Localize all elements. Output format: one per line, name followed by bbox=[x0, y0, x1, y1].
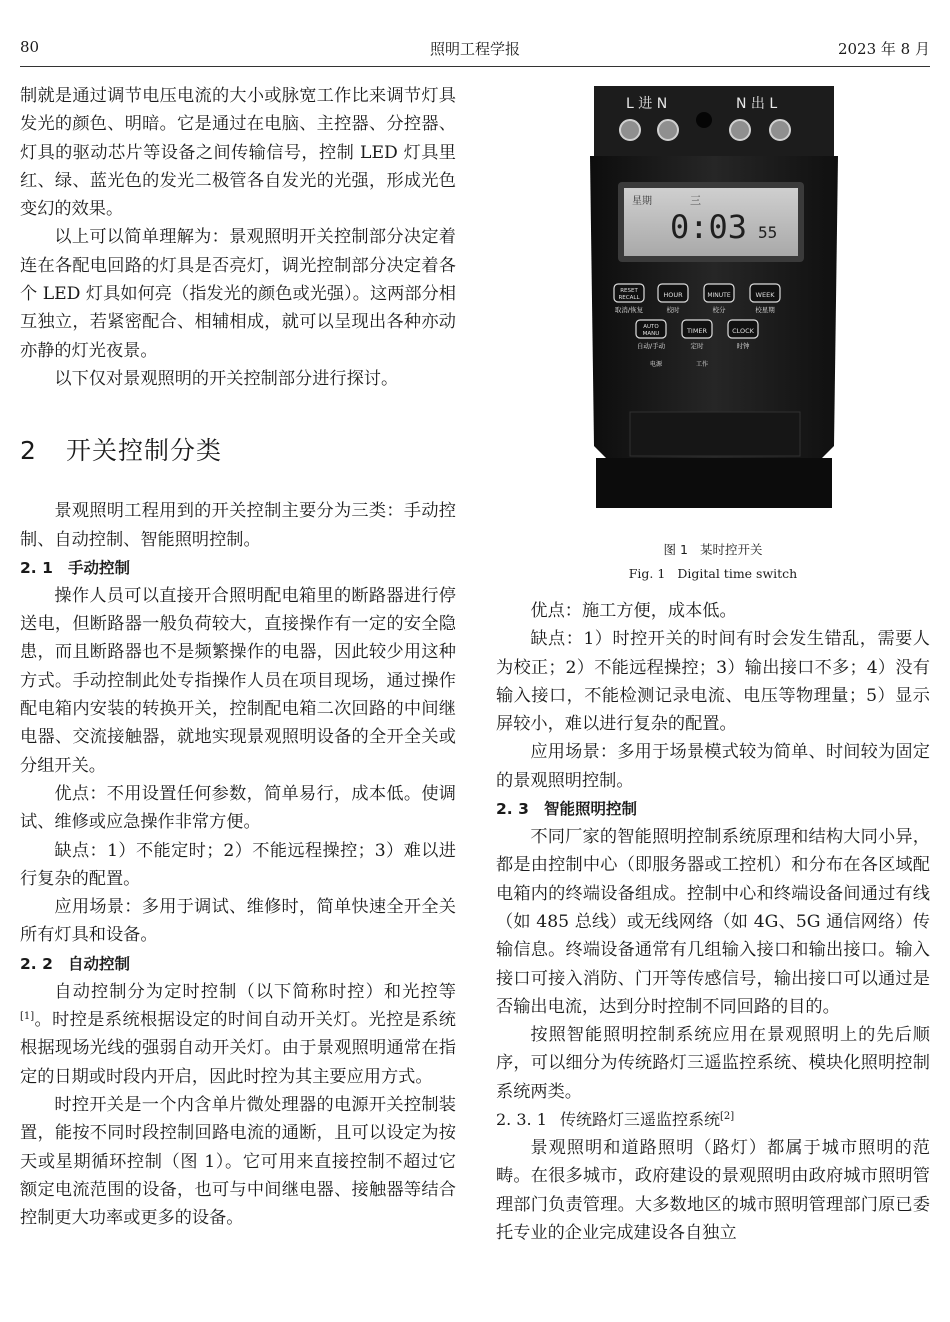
paragraph: 缺点：1）不能定时；2）不能远程操控；3）难以进行复杂的配置。 bbox=[20, 840, 456, 889]
subsection-title: 手动控制 bbox=[68, 558, 131, 577]
paragraph: 时控开关是一个内含单片微处理器的电源开关控制装置，能按不同时段控制回路电流的通断，且可以设定为按天或星期循环控制（图 1）。它可用来直接控制不超过它额定电流范围的设备，也可与中间继电器、接触器等结合控制更大功率或更多的设备。 bbox=[20, 1094, 456, 1229]
citation-link[interactable]: [1] bbox=[20, 1011, 35, 1023]
section-title: 开关控制分类 bbox=[66, 436, 223, 466]
issue-date: 2023 年 8 月 bbox=[837, 40, 930, 58]
button-label: 校分 bbox=[712, 306, 726, 314]
work-indicator-label: 工作 bbox=[696, 361, 709, 368]
citation-link[interactable]: [2] bbox=[720, 1111, 735, 1123]
subsection-heading bbox=[20, 950, 456, 978]
svg-text:TIMER: TIMER bbox=[686, 327, 708, 335]
page-number: 80 bbox=[20, 38, 40, 56]
button-label: 取消/恢复 bbox=[614, 306, 644, 314]
screw-icon bbox=[620, 120, 640, 140]
journal-title: 照明工程学报 bbox=[429, 40, 520, 58]
paragraph-text: 。时控是系统根据设定的时间自动开关灯。光控是系统根据现场光线的强弱自动开关灯。由于景观照明通常在指定的日期或时段内开启，因此时控为其主要应用方式。 bbox=[20, 1010, 456, 1087]
output-terminal-label: N 出 L bbox=[736, 96, 778, 112]
svg-text:RESET: RESET bbox=[620, 288, 638, 294]
screw-icon bbox=[770, 120, 790, 140]
paragraph: 应用场景：多用于场景模式较为简单、时间较为固定的景观照明控制。 bbox=[496, 742, 930, 791]
subsubsection-number: 2. 3. 1 bbox=[496, 1110, 547, 1130]
figure-label: 图 1 bbox=[663, 542, 688, 557]
subsection-number: 2. 2 bbox=[20, 954, 53, 973]
paragraph: 景观照明和道路照明（路灯）都属于城市照明的范畴。在很多城市，政府建设的景观照明由政府城市照明管理部门负责管理。大多数地区的城市照明管理部门原已委托专业的企业完成建设各自独立 bbox=[496, 1138, 930, 1243]
button-label: 时钟 bbox=[736, 342, 750, 350]
paragraph: 应用场景：多用于调试、维修时，简单快速全开全关所有灯具和设备。 bbox=[20, 897, 456, 946]
svg-text:RECALL: RECALL bbox=[618, 295, 640, 301]
button-label: 校时 bbox=[666, 306, 680, 314]
subsection-title: 自动控制 bbox=[68, 954, 131, 973]
time-switch-photo bbox=[590, 86, 838, 512]
figure-caption-text: 某时控开关 bbox=[699, 542, 763, 557]
paragraph: 优点：不用设置任何参数，简单易行，成本低。使调试、维修或应急操作非常方便。 bbox=[20, 783, 456, 833]
svg-text:MANU: MANU bbox=[642, 331, 660, 337]
figure-caption-text: Digital time switch bbox=[677, 566, 798, 581]
paragraph: 景观照明工程用到的开关控制主要分为三类：手动控制、自动控制、智能照明控制。 bbox=[20, 501, 456, 550]
figure-caption-zh bbox=[496, 540, 930, 558]
paragraph-text: 自动控制分为定时控制（以下简称时控）和光控等 bbox=[54, 981, 456, 1002]
figure-1 bbox=[496, 82, 930, 582]
input-terminal-label: L 进 N bbox=[626, 96, 668, 112]
figure-caption-en bbox=[496, 566, 930, 581]
hole-icon bbox=[696, 112, 712, 128]
paragraph: 缺点：1）时控开关的时间有时会发生错乱，需要人为校正；2）不能远程操控；3）输出接口不多；4）没有输入接口，不能检测记录电流、电压等物理量；5）显示屏较小，难以进行复杂的配置。 bbox=[496, 629, 930, 735]
paragraph: 不同厂家的智能照明控制系统原理和结构大同小异，都是由控制中心（即服务器或工控机）和分布在各区域配电箱内的终端设备组成。控制中心和终端设备间通过有线（如 485 总线）或无线网络（如 4G、5G 通信网络）传输信息。终端设备通常有几组输入接口和输出接口。输入接口可接入消防、门开等传感信号，输出接口可以通过是否输出电流，达到分时控制不同回路的目的。 bbox=[496, 827, 930, 1017]
paragraph: 以下仅对景观照明的开关控制部分进行探讨。 bbox=[54, 368, 399, 389]
figure-label: Fig. 1 bbox=[628, 566, 666, 581]
display-day-number: 三 bbox=[690, 194, 701, 207]
subsection-number: 2. 1 bbox=[20, 558, 53, 577]
svg-text:CLOCK: CLOCK bbox=[732, 327, 754, 335]
paragraph: 优点：施工方便，成本低。 bbox=[530, 601, 737, 621]
section-heading bbox=[20, 435, 456, 467]
subsection-heading bbox=[20, 554, 456, 582]
subsubsection-heading bbox=[496, 1106, 930, 1134]
right-column bbox=[496, 597, 930, 1247]
svg-text:MINUTE: MINUTE bbox=[707, 292, 731, 299]
screw-icon bbox=[658, 120, 678, 140]
display-time: 0:03 bbox=[670, 208, 748, 246]
page-header bbox=[20, 38, 930, 62]
button-label: 定时 bbox=[690, 342, 704, 350]
svg-text:HOUR: HOUR bbox=[663, 291, 683, 299]
base-mount bbox=[596, 458, 832, 508]
bottom-cover bbox=[630, 412, 800, 456]
left-column bbox=[20, 82, 456, 1232]
subsection-number: 2. 3 bbox=[496, 800, 529, 819]
subsection-title: 智能照明控制 bbox=[544, 800, 638, 819]
header-rule bbox=[20, 66, 930, 67]
paragraph: 制就是通过调节电压电流的大小或脉宽工作比来调节灯具发光的颜色、明暗。它是通过在电脑、主控器、分控器、灯具的驱动芯片等设备之间传输信号，控制 LED 灯具里红、绿、蓝光色的发光二极管各自发光的光强，形成光色变幻的效果。 bbox=[20, 86, 456, 220]
display-day-label: 星期 bbox=[632, 196, 652, 207]
subsection-heading bbox=[496, 795, 930, 823]
paragraph: 按照智能照明控制系统应用在景观照明上的先后顺序，可以细分为传统路灯三遥监控系统、模块化照明控制系统两类。 bbox=[496, 1025, 930, 1102]
button-label: 校星期 bbox=[755, 306, 775, 314]
svg-text:AUTO: AUTO bbox=[643, 324, 659, 330]
paragraph bbox=[20, 978, 456, 1091]
section-number: 2 bbox=[20, 436, 37, 466]
power-indicator-label: 电源 bbox=[650, 361, 663, 368]
button-label: 自动/手动 bbox=[636, 342, 666, 350]
paragraph: 以上可以简单理解为：景观照明开关控制部分决定着连在各配电回路的灯具是否亮灯，调光控制部分决定着各个 LED 灯具如何亮（指发光的颜色或光强）。这两部分相互独立，若紧密配合、相辅相成，就可以呈现出各种亦动亦静的灯光夜景。 bbox=[20, 227, 456, 361]
display-seconds: 55 bbox=[758, 223, 778, 242]
svg-text:WEEK: WEEK bbox=[755, 291, 775, 299]
subsubsection-title: 传统路灯三遥监控系统 bbox=[560, 1110, 721, 1130]
paragraph: 操作人员可以直接开合照明配电箱里的断路器进行停送电，但断路器一般负荷较大，直接操作有一定的安全隐患，而且断路器也不是频繁操作的电器，因此较少用这种方式。手动控制此处专指操作人员在项目现场，通过操作配电箱内安装的转换开关，控制配电箱二次回路的中间继电器、交流接触器，就地实现景观照明设备的全开全关或分组开关。 bbox=[20, 585, 456, 776]
screw-icon bbox=[730, 120, 750, 140]
